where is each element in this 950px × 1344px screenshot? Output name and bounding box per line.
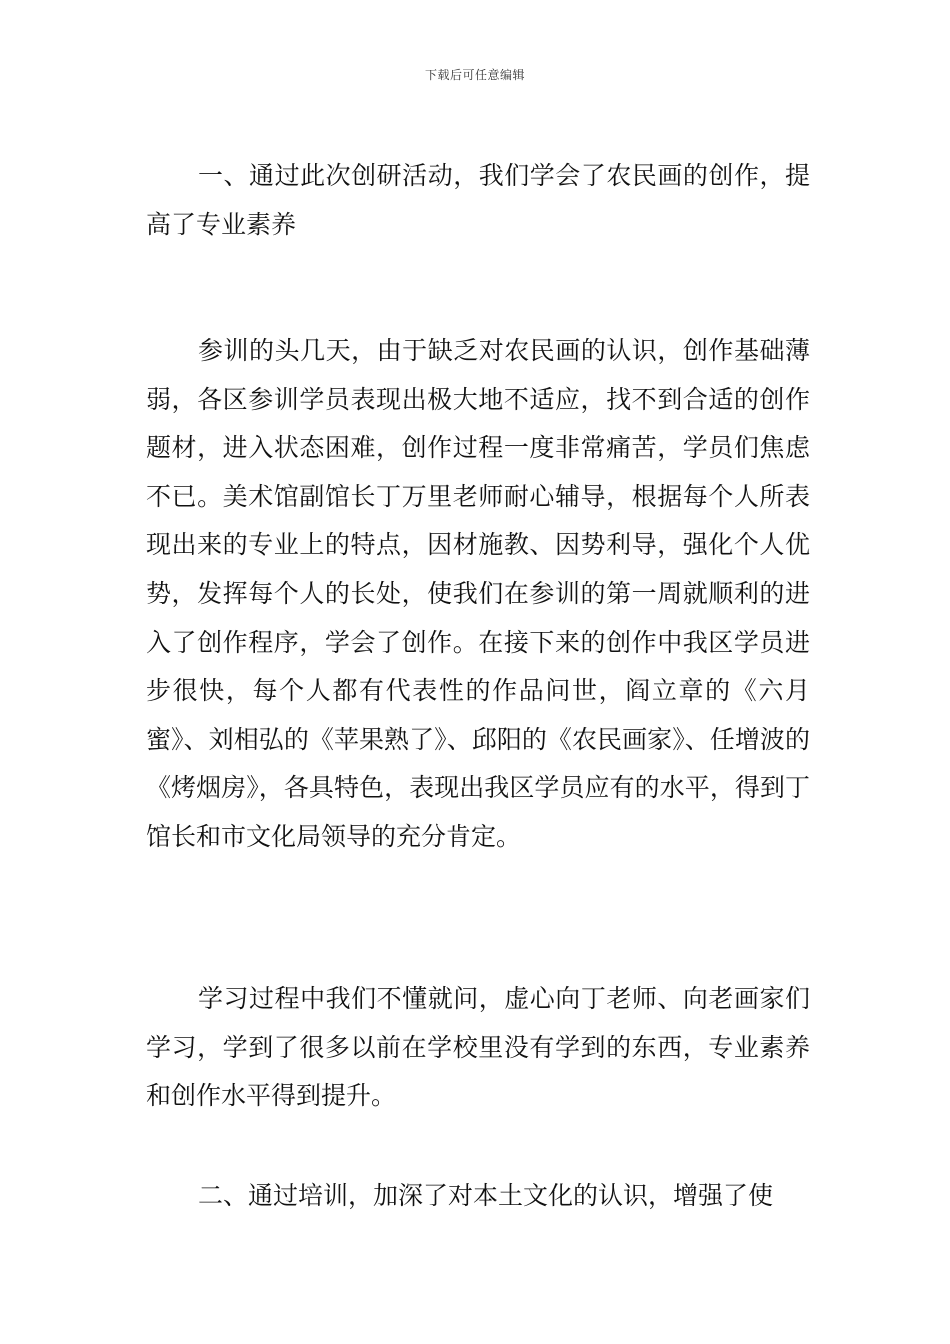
- section-heading-2: 二、通过培训，加深了对本土文化的认识，增强了使: [198, 1181, 774, 1210]
- page-header: 下载后可任意编辑: [424, 68, 525, 82]
- paragraph-training-experience: 参训的头几天，由于缺乏对农民画的认识，创作基础薄弱，各区参训学员表现出极大地不适应，找不到合适的创作题材，进入状态困难，创作过程一度非常痛苦，学员们焦虑不已。美术馆副馆长丁万里老师耐心辅导，根据每个人所表现出来的专业上的特点，因材施教、因势利导，强化个人优势，发挥每个人的长处，使我们在参训的第一周就顺利的进入了创作程序，学会了创作。在接下来的创作中我区学员进步很快，每个人都有代表性的作品问世，阎立章的《六月蜜》、刘相弘的《苹果熟了》、邱阳的《农民画家》、任增波的《烤烟房》，各具特色，表现出我区学员应有的水平，得到丁馆长和市文化局领导的充分肯定。: [146, 336, 810, 851]
- section-heading-1: 一、通过此次创研活动，我们学会了农民画的创作，提高了专业素养: [146, 161, 810, 239]
- paragraph-learning: 学习过程中我们不懂就问，虚心向丁老师、向老画家们学习，学到了很多以前在学校里没有学到的东西，专业素养和创作水平得到提升。: [146, 984, 810, 1111]
